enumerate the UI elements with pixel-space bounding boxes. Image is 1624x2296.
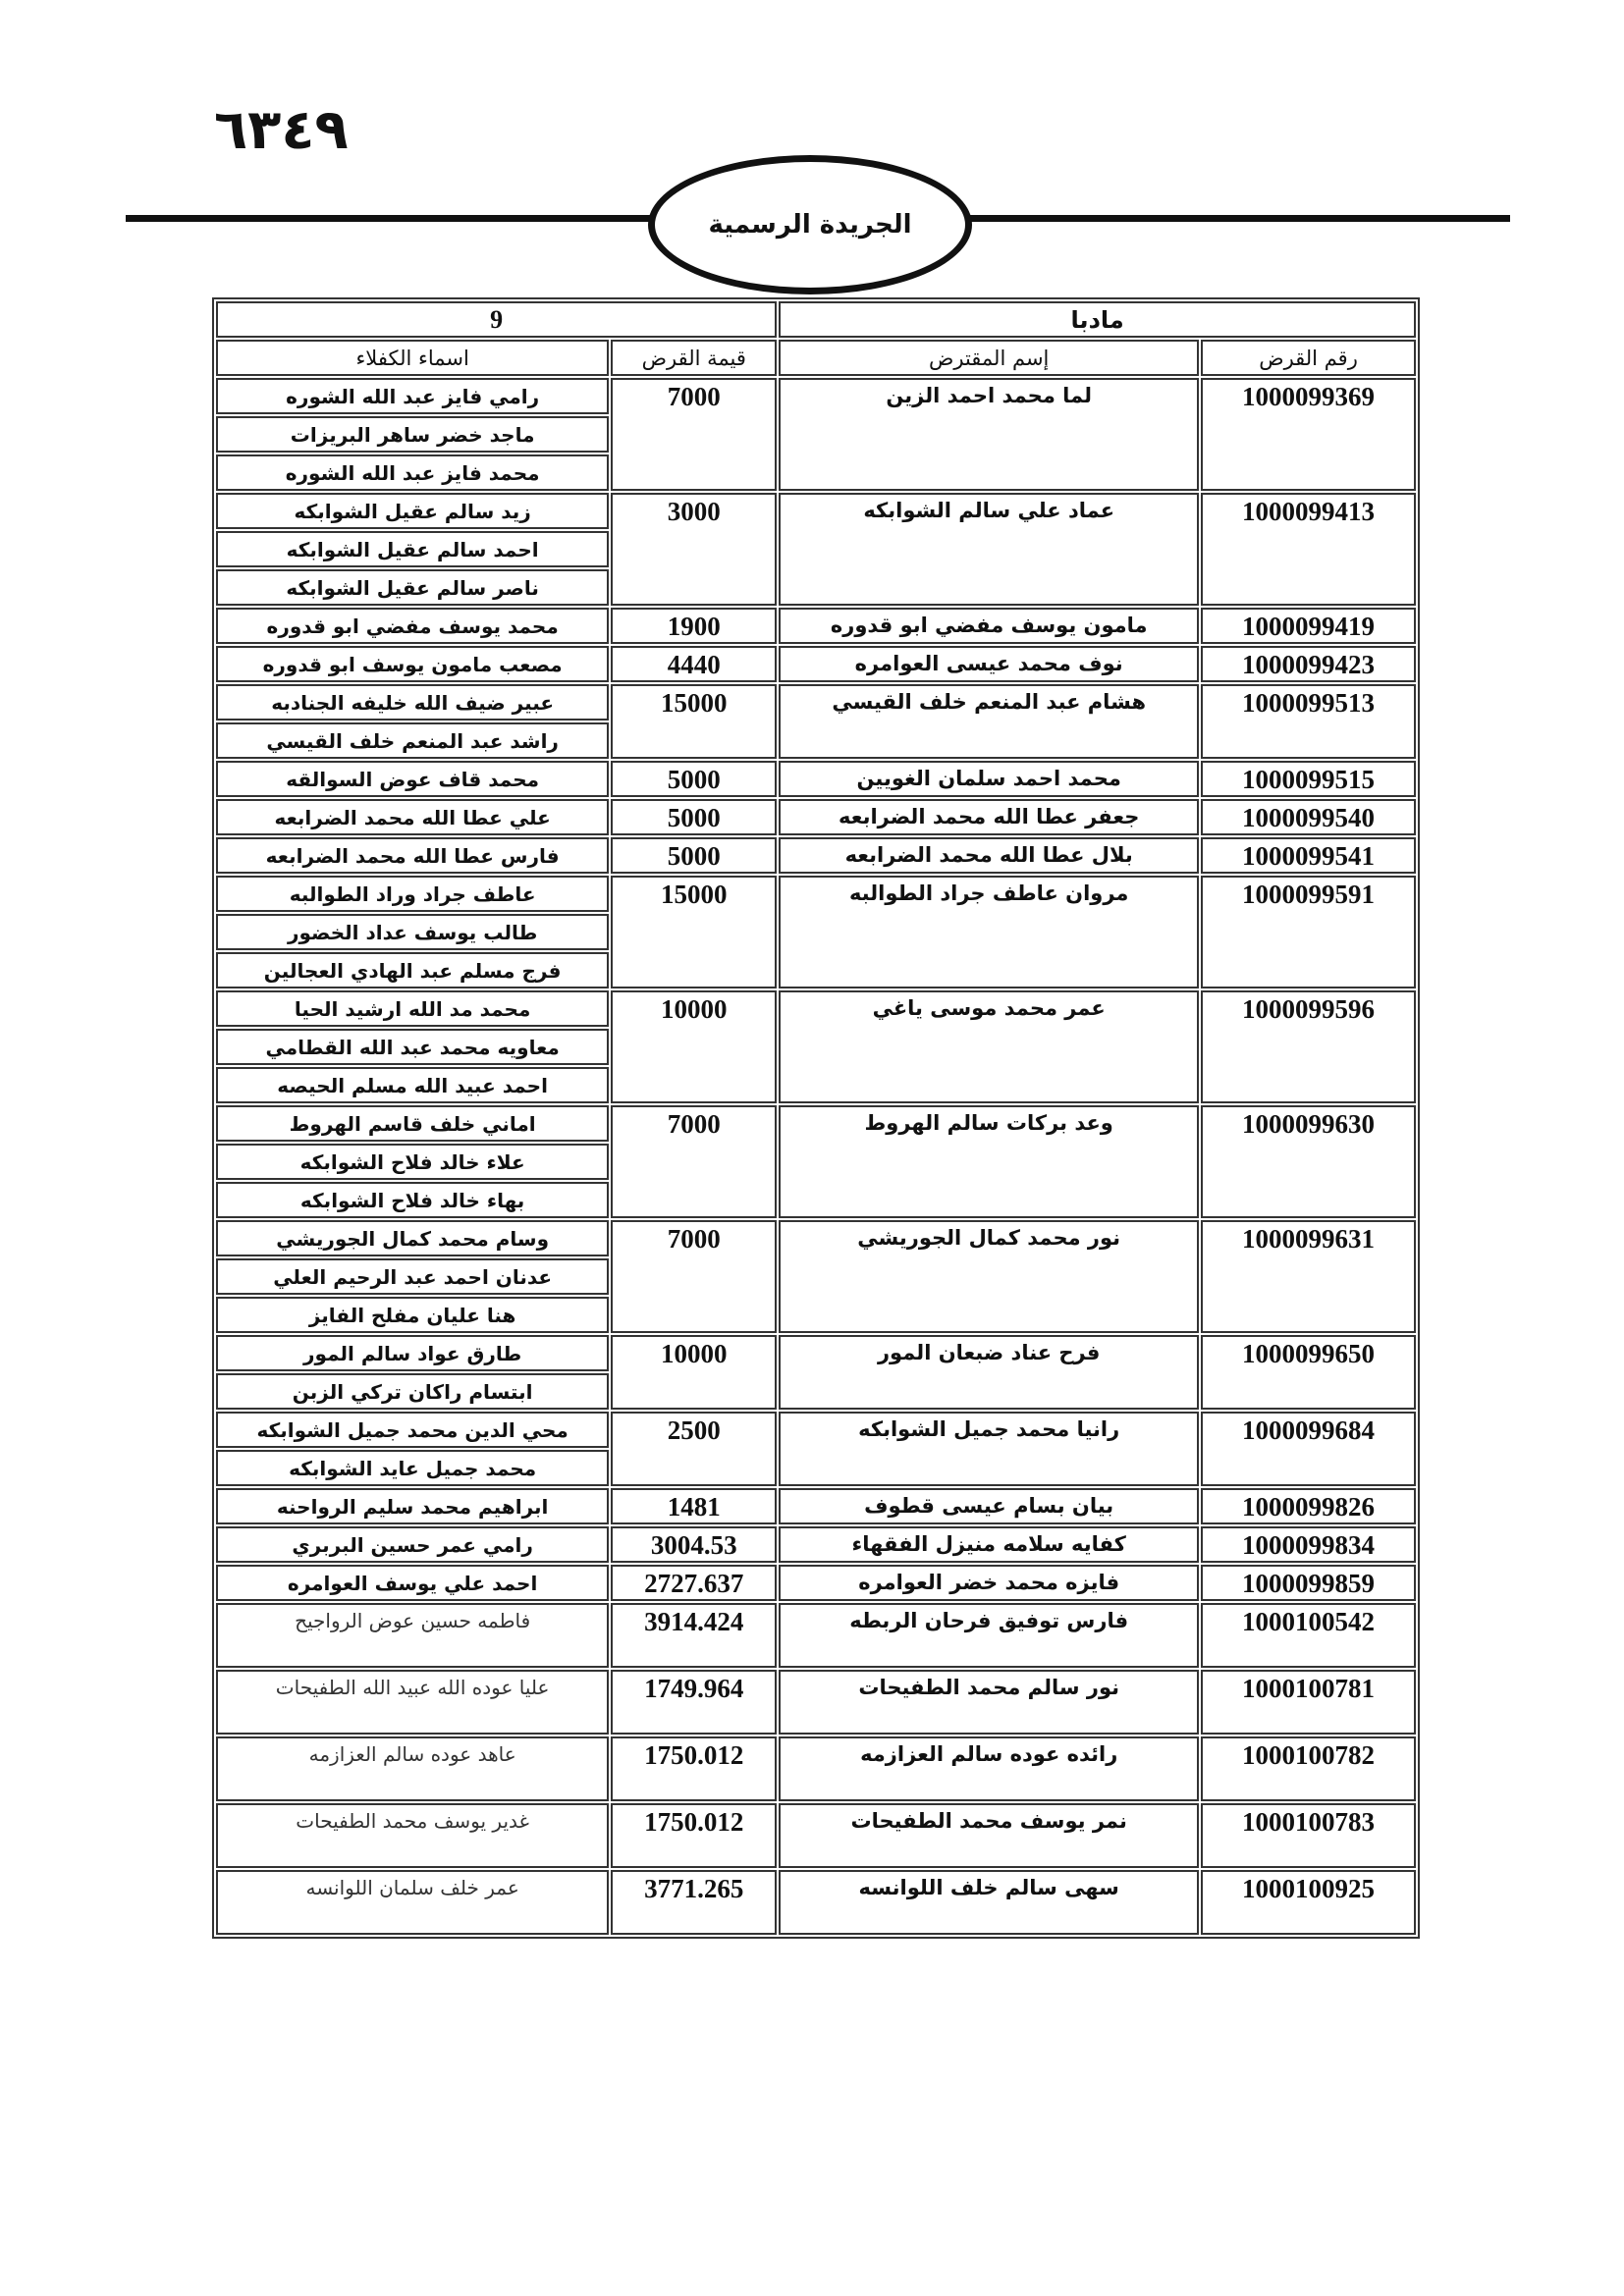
borrower-cell: رانيا محمد جميل الشوابكه <box>779 1412 1199 1486</box>
borrower-cell: بلال عطا الله محمد الضرابعه <box>779 837 1199 874</box>
table-row <box>216 799 1416 835</box>
loan-number-cell: 1000100782 <box>1201 1736 1416 1801</box>
loan-number-cell: 1000100542 <box>1201 1603 1416 1668</box>
loan-number-cell: 1000099423 <box>1201 646 1416 682</box>
amount-cell: 3771.265 <box>611 1870 777 1935</box>
table-row <box>216 1412 1416 1448</box>
loan-number-cell: 1000100783 <box>1201 1803 1416 1868</box>
loan-number-cell: 1000099631 <box>1201 1220 1416 1333</box>
loan-number-cell: 1000099859 <box>1201 1565 1416 1601</box>
loan-number-cell: 1000099826 <box>1201 1488 1416 1524</box>
guarantor-cell: طارق عواد سالم المور <box>216 1335 609 1371</box>
borrower-cell: نوف محمد عيسى العوامره <box>779 646 1199 682</box>
loan-number-cell: 1000099513 <box>1201 684 1416 759</box>
table-row <box>216 684 1416 721</box>
table-row <box>216 493 1416 529</box>
guarantor-cell: عليا عوده الله عبيد الله الطفيحات <box>216 1670 609 1735</box>
guarantor-cell: عبير ضيف الله خليفه الجنادبه <box>216 684 609 721</box>
guarantor-cell: عمر خلف سلمان اللوانسه <box>216 1870 609 1935</box>
guarantor-cell: عاهد عوده سالم العزازمه <box>216 1736 609 1801</box>
loan-number-cell: 1000099540 <box>1201 799 1416 835</box>
guarantor-cell: محي الدين محمد جميل الشوابكه <box>216 1412 609 1448</box>
guarantor-cell: ابتسام راكان تركي الزبن <box>216 1373 609 1410</box>
table-row <box>216 837 1416 874</box>
guarantor-cell: محمد يوسف مفضي ابو قدوره <box>216 608 609 644</box>
loan-number-cell: 1000099596 <box>1201 990 1416 1103</box>
amount-cell: 4440 <box>611 646 777 682</box>
amount-cell: 3914.424 <box>611 1603 777 1668</box>
table-row <box>216 1670 1416 1735</box>
loan-number-cell: 1000099650 <box>1201 1335 1416 1410</box>
table-title-row <box>216 301 1416 338</box>
table-row <box>216 1603 1416 1668</box>
loan-number-cell: 1000099515 <box>1201 761 1416 797</box>
amount-cell: 7000 <box>611 378 777 491</box>
guarantor-cell: راشد عبد المنعم خلف القيسي <box>216 722 609 759</box>
borrower-cell: عمر محمد موسى ياغي <box>779 990 1199 1103</box>
region-cell: مادبا <box>779 301 1416 338</box>
table-row <box>216 1105 1416 1142</box>
loan-number-cell: 1000099413 <box>1201 493 1416 606</box>
guarantor-cell: رامي فايز عبد الله الشوره <box>216 378 609 414</box>
loan-number-cell: 1000099591 <box>1201 876 1416 988</box>
table-row <box>216 378 1416 414</box>
borrower-cell: نمر يوسف محمد الطفيحات <box>779 1803 1199 1868</box>
amount-cell: 7000 <box>611 1105 777 1218</box>
amount-cell: 1749.964 <box>611 1670 777 1735</box>
amount-cell: 3004.53 <box>611 1526 777 1563</box>
guarantor-cell: اماني خلف قاسم الهروط <box>216 1105 609 1142</box>
amount-cell: 3000 <box>611 493 777 606</box>
guarantor-cell: ناصر سالم عقيل الشوابكه <box>216 569 609 606</box>
amount-cell: 15000 <box>611 876 777 988</box>
guarantor-cell: علاء خالد فلاح الشوابكه <box>216 1144 609 1180</box>
loan-number-cell: 1000099834 <box>1201 1526 1416 1563</box>
guarantor-cell: زيد سالم عقيل الشوابكه <box>216 493 609 529</box>
guarantor-cell: هنا عليان مفلح الفايز <box>216 1297 609 1333</box>
borrower-cell: نور سالم محمد الطفيحات <box>779 1670 1199 1735</box>
amount-cell: 10000 <box>611 990 777 1103</box>
amount-cell: 7000 <box>611 1220 777 1333</box>
guarantor-cell: معاويه محمد عبد الله القطامي <box>216 1029 609 1065</box>
gazette-title: الجريدة الرسمية <box>708 210 912 240</box>
table-row <box>216 761 1416 797</box>
table-row <box>216 1803 1416 1868</box>
amount-cell: 2727.637 <box>611 1565 777 1601</box>
borrower-cell: فايزه محمد خضر العوامره <box>779 1565 1199 1601</box>
header-borrower: إسم المقترض <box>779 340 1199 376</box>
borrower-cell: سهى سالم خلف اللوانسه <box>779 1870 1199 1935</box>
guarantor-cell: فاطمه حسين عوض الرواجيح <box>216 1603 609 1668</box>
table-row <box>216 1565 1416 1601</box>
amount-cell: 5000 <box>611 761 777 797</box>
amount-cell: 15000 <box>611 684 777 759</box>
guarantor-cell: فرج مسلم عبد الهادي العجالين <box>216 952 609 988</box>
borrower-cell: وعد بركات سالم الهروط <box>779 1105 1199 1218</box>
guarantor-cell: احمد سالم عقيل الشوابكه <box>216 531 609 567</box>
guarantor-cell: بهاء خالد فلاح الشوابكه <box>216 1182 609 1218</box>
header-amount: قيمة القرض <box>611 340 777 376</box>
table-row <box>216 1870 1416 1935</box>
table-row <box>216 1335 1416 1371</box>
amount-cell: 2500 <box>611 1412 777 1486</box>
borrower-cell: جعفر عطا الله محمد الضرابعه <box>779 799 1199 835</box>
amount-cell: 1481 <box>611 1488 777 1524</box>
guarantor-cell: فارس عطا الله محمد الضرابعه <box>216 837 609 874</box>
table-row <box>216 1488 1416 1524</box>
section-number-cell: 9 <box>216 301 777 338</box>
header-guarantors: اسماء الكفلاء <box>216 340 609 376</box>
loan-number-cell: 1000099630 <box>1201 1105 1416 1218</box>
page-number: ٦٣٤٩ <box>214 98 349 162</box>
amount-cell: 1900 <box>611 608 777 644</box>
borrower-cell: مروان عاطف جراد الطوالبه <box>779 876 1199 988</box>
table-row <box>216 608 1416 644</box>
guarantor-cell: محمد مد الله ارشيد الحيا <box>216 990 609 1027</box>
borrower-cell: مامون يوسف مفضي ابو قدوره <box>779 608 1199 644</box>
column-header-row <box>216 340 1416 376</box>
borrower-cell: فارس توفيق فرحان الربطه <box>779 1603 1199 1668</box>
table-row <box>216 1526 1416 1563</box>
guarantor-cell: محمد فايز عبد الله الشوره <box>216 454 609 491</box>
guarantor-cell: احمد عبيد الله مسلم الحيصه <box>216 1067 609 1103</box>
borrower-cell: كفايه سلامه منيزل الفقهاء <box>779 1526 1199 1563</box>
guarantor-cell: ماجد خضر ساهر البريزات <box>216 416 609 453</box>
guarantor-cell: ابراهيم محمد سليم الرواحنه <box>216 1488 609 1524</box>
gazette-emblem <box>648 155 972 294</box>
amount-cell: 10000 <box>611 1335 777 1410</box>
loans-table <box>212 297 1420 1939</box>
borrower-cell: محمد احمد سلمان الغويين <box>779 761 1199 797</box>
table-row <box>216 646 1416 682</box>
loan-number-cell: 1000099369 <box>1201 378 1416 491</box>
borrower-cell: فرح عناد ضبعان المور <box>779 1335 1199 1410</box>
amount-cell: 1750.012 <box>611 1736 777 1801</box>
table-row <box>216 876 1416 912</box>
amount-cell: 5000 <box>611 837 777 874</box>
guarantor-cell: احمد علي يوسف العوامره <box>216 1565 609 1601</box>
loan-number-cell: 1000099541 <box>1201 837 1416 874</box>
table-row <box>216 990 1416 1027</box>
guarantor-cell: غدير يوسف محمد الطفيحات <box>216 1803 609 1868</box>
borrower-cell: هشام عبد المنعم خلف القيسي <box>779 684 1199 759</box>
table-row <box>216 1220 1416 1256</box>
amount-cell: 5000 <box>611 799 777 835</box>
guarantor-cell: علي عطا الله محمد الضرابعه <box>216 799 609 835</box>
guarantor-cell: محمد قاف عوض السوالقه <box>216 761 609 797</box>
guarantor-cell: طالب يوسف عداد الخضور <box>216 914 609 950</box>
guarantor-cell: عاطف جراد وراد الطوالبه <box>216 876 609 912</box>
guarantor-cell: عدنان احمد عبد الرحيم العلي <box>216 1258 609 1295</box>
guarantor-cell: مصعب مامون يوسف ابو قدوره <box>216 646 609 682</box>
borrower-cell: نور محمد كمال الجوريشي <box>779 1220 1199 1333</box>
table-row <box>216 1736 1416 1801</box>
loan-number-cell: 1000100925 <box>1201 1870 1416 1935</box>
guarantor-cell: محمد جميل عايد الشوابكه <box>216 1450 609 1486</box>
borrower-cell: لما محمد احمد الزين <box>779 378 1199 491</box>
loan-number-cell: 1000099419 <box>1201 608 1416 644</box>
borrower-cell: رائده عوده سالم العزازمه <box>779 1736 1199 1801</box>
amount-cell: 1750.012 <box>611 1803 777 1868</box>
borrower-cell: بيان بسام عيسى قطوف <box>779 1488 1199 1524</box>
header-loan-number: رقم القرض <box>1201 340 1416 376</box>
guarantor-cell: رامي عمر حسين البربري <box>216 1526 609 1563</box>
guarantor-cell: وسام محمد كمال الجوريشي <box>216 1220 609 1256</box>
borrower-cell: عماد علي سالم الشوابكه <box>779 493 1199 606</box>
loan-number-cell: 1000100781 <box>1201 1670 1416 1735</box>
loan-number-cell: 1000099684 <box>1201 1412 1416 1486</box>
